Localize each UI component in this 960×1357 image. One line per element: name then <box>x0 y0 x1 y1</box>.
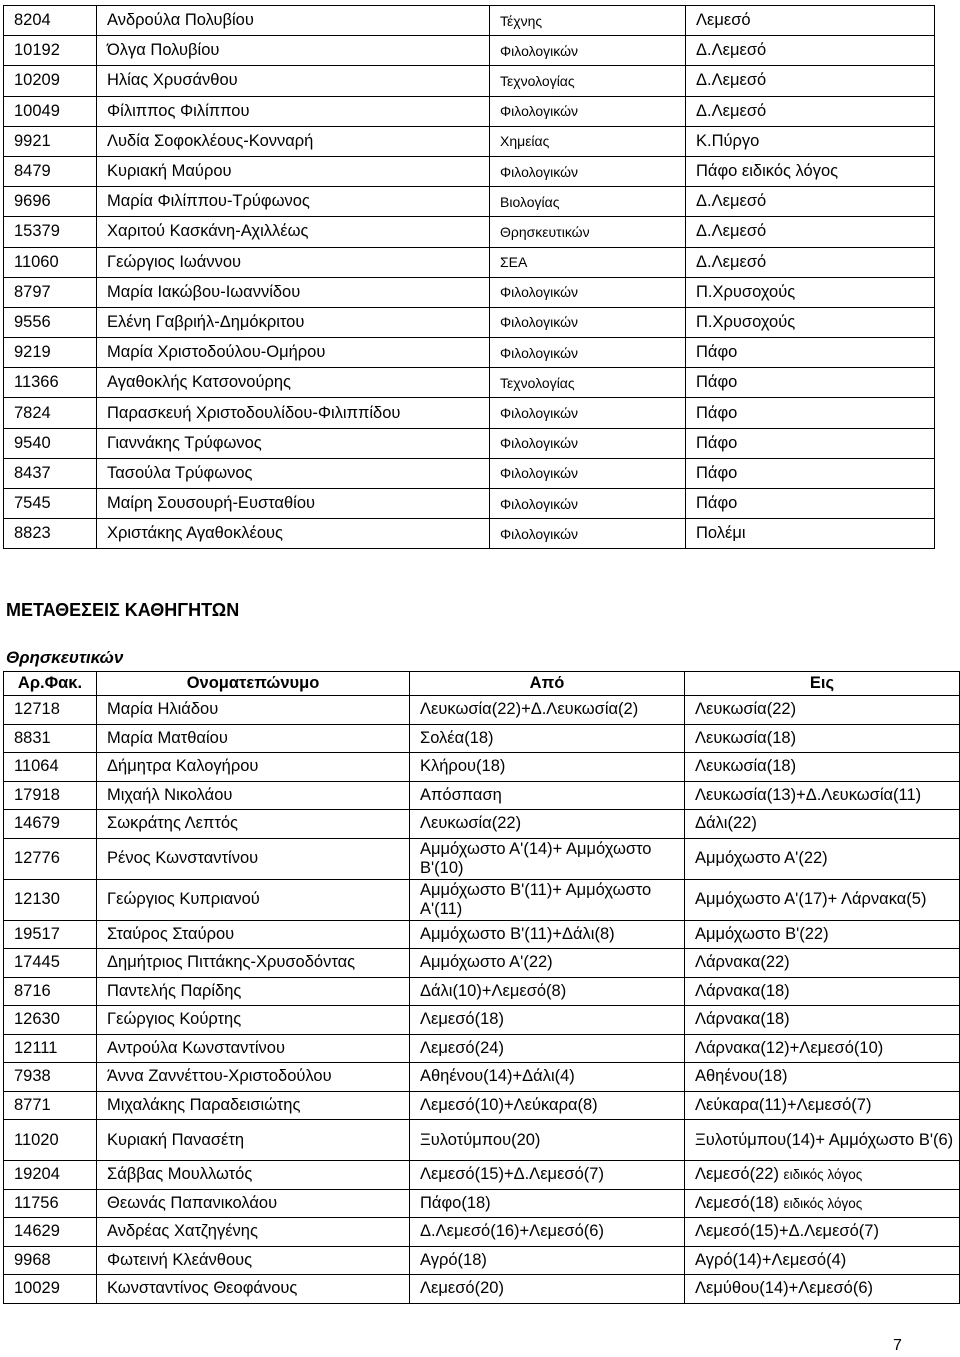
location-cell: Δ.Λεμεσό <box>686 36 935 66</box>
file-number-cell: 11366 <box>4 368 97 398</box>
to-cell <box>685 1189 960 1218</box>
location-cell: Πάφο <box>686 398 935 428</box>
from-cell: Δ.Λεμεσό(16)+Λεμεσό(6) <box>410 1218 685 1247</box>
file-number-cell: 8797 <box>4 277 97 307</box>
from-cell: Λεμεσό(10)+Λεύκαρα(8) <box>410 1091 685 1120</box>
table-row <box>4 696 960 725</box>
to-cell: Αγρό(14)+Λεμεσό(4) <box>685 1246 960 1275</box>
department-cell: Χημείας <box>490 126 686 156</box>
header-full-name: Ονοματεπώνυμο <box>97 672 410 696</box>
from-cell: Δάλι(10)+Λεμεσό(8) <box>410 977 685 1006</box>
department-cell: Φιλολογικών <box>490 156 686 186</box>
table-row <box>4 724 960 753</box>
name-cell: Άννα Ζαννέττου-Χριστοδούλου <box>97 1063 410 1092</box>
section-heading: ΜΕΤΑΘΕΣΕΙΣ ΚΑΘΗΓΗΤΩΝ <box>6 600 240 620</box>
department-cell: ΣΕΑ <box>490 247 686 277</box>
table-row <box>4 338 935 368</box>
name-cell: Σωκράτης Λεπτός <box>97 810 410 839</box>
name-cell: Ηλίας Χρυσάνθου <box>97 66 490 96</box>
from-cell: Αθηένου(14)+Δάλι(4) <box>410 1063 685 1092</box>
to-cell: Λάρνακα(18) <box>685 977 960 1006</box>
name-cell: Χριστάκης Αγαθοκλέους <box>97 519 490 549</box>
to-cell: Λάρνακα(12)+Λεμεσό(10) <box>685 1034 960 1063</box>
department-cell: Φιλολογικών <box>490 96 686 126</box>
from-cell: Αμμόχωστο Β'(11)+ Αμμόχωστο Α'(11) <box>410 879 685 920</box>
from-cell: Λεμεσό(18) <box>410 1006 685 1035</box>
table-row <box>4 187 935 217</box>
from-cell: Λεμεσό(20) <box>410 1275 685 1304</box>
page-number: 7 <box>893 1337 902 1354</box>
table-row <box>4 247 935 277</box>
previous-placements-body <box>4 6 935 549</box>
name-cell: Παντελής Παρίδης <box>97 977 410 1006</box>
to-value: Λεμεσό(22) <box>695 1165 779 1184</box>
from-cell: Κλήρου(18) <box>410 753 685 782</box>
name-cell: Γεώργιος Κυπριανού <box>97 879 410 920</box>
table-row <box>4 126 935 156</box>
from-cell: Αμμόχωστο Β'(11)+Δάλι(8) <box>410 920 685 949</box>
department-cell: Βιολογίας <box>490 187 686 217</box>
file-number-cell: 10029 <box>4 1275 97 1304</box>
name-cell: Μιχαλάκης Παραδεισιώτης <box>97 1091 410 1120</box>
table-row <box>4 66 935 96</box>
table-row <box>4 1006 960 1035</box>
department-cell: Φιλολογικών <box>490 489 686 519</box>
department-cell: Φιλολογικών <box>490 519 686 549</box>
name-cell: Δήμητρα Καλογήρου <box>97 753 410 782</box>
name-cell: Αντρούλα Κωνσταντίνου <box>97 1034 410 1063</box>
from-cell: Πάφο(18) <box>410 1189 685 1218</box>
file-number-cell: 8716 <box>4 977 97 1006</box>
table-row <box>4 838 960 879</box>
from-cell: Αμμόχωστο Α'(14)+ Αμμόχωστο Β'(10) <box>410 838 685 879</box>
name-cell: Παρασκευή Χριστοδουλίδου-Φιλιππίδου <box>97 398 490 428</box>
file-number-cell: 9540 <box>4 428 97 458</box>
name-cell: Ανδρούλα Πολυβίου <box>97 6 490 36</box>
name-cell: Αγαθοκλής Κατσονούρης <box>97 368 490 398</box>
location-cell: Π.Χρυσοχούς <box>686 307 935 337</box>
file-number-cell: 9556 <box>4 307 97 337</box>
name-cell: Γιαννάκης Τρύφωνος <box>97 428 490 458</box>
to-cell: Λεμύθου(14)+Λεμεσό(6) <box>685 1275 960 1304</box>
name-cell: Γεώργιος Κούρτης <box>97 1006 410 1035</box>
header-from: Από <box>410 672 685 696</box>
header-row <box>4 672 960 696</box>
table-row <box>4 1063 960 1092</box>
table-row <box>4 398 935 428</box>
table-row <box>4 489 935 519</box>
file-number-cell: 8437 <box>4 458 97 488</box>
location-cell: Δ.Λεμεσό <box>686 247 935 277</box>
from-cell: Λευκωσία(22)+Δ.Λευκωσία(2) <box>410 696 685 725</box>
location-cell: Δ.Λεμεσό <box>686 187 935 217</box>
to-cell: Λευκωσία(18) <box>685 753 960 782</box>
table-row <box>4 1091 960 1120</box>
table-row <box>4 949 960 978</box>
name-cell: Μαρία Ηλιάδου <box>97 696 410 725</box>
subject-subheading: Θρησκευτικών <box>6 648 124 667</box>
file-number-cell: 11756 <box>4 1189 97 1218</box>
location-cell: Πάφο <box>686 368 935 398</box>
table-row <box>4 156 935 186</box>
from-cell: Αγρό(18) <box>410 1246 685 1275</box>
location-cell: Κ.Πύργο <box>686 126 935 156</box>
file-number-cell: 14679 <box>4 810 97 839</box>
previous-placements-table <box>3 5 935 549</box>
from-cell: Ξυλοτύμπου(20) <box>410 1120 685 1161</box>
transfers-table-header <box>4 672 960 696</box>
to-cell: Λάρνακα(18) <box>685 1006 960 1035</box>
file-number-cell: 7824 <box>4 398 97 428</box>
department-cell: Φιλολογικών <box>490 428 686 458</box>
department-cell: Θρησκευτικών <box>490 217 686 247</box>
file-number-cell: 19517 <box>4 920 97 949</box>
name-cell: Μιχαήλ Νικολάου <box>97 781 410 810</box>
table-row <box>4 753 960 782</box>
file-number-cell: 10209 <box>4 66 97 96</box>
file-number-cell: 11060 <box>4 247 97 277</box>
name-cell: Ρένος Κωνσταντίνου <box>97 838 410 879</box>
name-cell: Μαρία Ματθαίου <box>97 724 410 753</box>
location-cell: Δ.Λεμεσό <box>686 66 935 96</box>
name-cell: Φίλιππος Φιλίππου <box>97 96 490 126</box>
file-number-cell: 12776 <box>4 838 97 879</box>
table-row <box>4 1189 960 1218</box>
to-cell <box>685 1161 960 1190</box>
table-row <box>4 977 960 1006</box>
table-row <box>4 217 935 247</box>
name-cell: Κυριακή Πανασέτη <box>97 1120 410 1161</box>
from-cell: Λεμεσό(15)+Δ.Λεμεσό(7) <box>410 1161 685 1190</box>
department-cell: Τεχνολογίας <box>490 368 686 398</box>
location-cell: Πολέμι <box>686 519 935 549</box>
table-row <box>4 277 935 307</box>
table-row <box>4 1120 960 1161</box>
table-row <box>4 428 935 458</box>
to-cell: Δάλι(22) <box>685 810 960 839</box>
location-cell: Δ.Λεμεσό <box>686 217 935 247</box>
file-number-cell: 7545 <box>4 489 97 519</box>
location-cell: Πάφο <box>686 338 935 368</box>
special-reason-note: ειδικός λόγος <box>783 1167 863 1183</box>
location-cell: Πάφο <box>686 489 935 519</box>
file-number-cell: 9696 <box>4 187 97 217</box>
table-row <box>4 36 935 66</box>
table-row <box>4 1034 960 1063</box>
name-cell: Τασούλα Τρύφωνος <box>97 458 490 488</box>
header-file-number: Αρ.Φακ. <box>4 672 97 696</box>
department-cell: Φιλολογικών <box>490 277 686 307</box>
table-row <box>4 368 935 398</box>
name-cell: Σταύρος Σταύρου <box>97 920 410 949</box>
transfers-table <box>3 671 960 1304</box>
file-number-cell: 8479 <box>4 156 97 186</box>
to-cell: Λευκωσία(13)+Δ.Λευκωσία(11) <box>685 781 960 810</box>
name-cell: Λυδία Σοφοκλέους-Κονναρή <box>97 126 490 156</box>
file-number-cell: 12630 <box>4 1006 97 1035</box>
file-number-cell: 11020 <box>4 1120 97 1161</box>
table-row <box>4 6 935 36</box>
file-number-cell: 12111 <box>4 1034 97 1063</box>
from-cell: Λευκωσία(22) <box>410 810 685 839</box>
to-cell: Λευκωσία(22) <box>685 696 960 725</box>
table-row <box>4 1275 960 1304</box>
location-cell: Π.Χρυσοχούς <box>686 277 935 307</box>
table-row <box>4 458 935 488</box>
file-number-cell: 12130 <box>4 879 97 920</box>
file-number-cell: 9921 <box>4 126 97 156</box>
table-row <box>4 96 935 126</box>
file-number-cell: 19204 <box>4 1161 97 1190</box>
department-cell: Φιλολογικών <box>490 458 686 488</box>
table-row <box>4 1161 960 1190</box>
file-number-cell: 17918 <box>4 781 97 810</box>
name-cell: Μαρία Χριστοδούλου-Ομήρου <box>97 338 490 368</box>
name-cell: Μαίρη Σουσουρή-Ευσταθίου <box>97 489 490 519</box>
from-cell: Αμμόχωστο Α'(22) <box>410 949 685 978</box>
file-number-cell: 10192 <box>4 36 97 66</box>
name-cell: Μαρία Φιλίππου-Τρύφωνος <box>97 187 490 217</box>
header-to: Εις <box>685 672 960 696</box>
to-cell: Αμμόχωστο Α'(17)+ Λάρνακα(5) <box>685 879 960 920</box>
file-number-cell: 9968 <box>4 1246 97 1275</box>
name-cell: Δημήτριος Πιττάκης-Χρυσοδόντας <box>97 949 410 978</box>
file-number-cell: 15379 <box>4 217 97 247</box>
file-number-cell: 9219 <box>4 338 97 368</box>
file-number-cell: 7938 <box>4 1063 97 1092</box>
location-cell: Πάφο <box>686 428 935 458</box>
name-cell: Ελένη Γαβριήλ-Δημόκριτου <box>97 307 490 337</box>
file-number-cell: 11064 <box>4 753 97 782</box>
transfers-table-body <box>4 696 960 1304</box>
table-row <box>4 920 960 949</box>
file-number-cell: 10049 <box>4 96 97 126</box>
to-cell: Αμμόχωστο Α'(22) <box>685 838 960 879</box>
table-row <box>4 1218 960 1247</box>
to-cell: Ξυλοτύμπου(14)+ Αμμόχωστο Β'(6) <box>685 1120 960 1161</box>
department-cell: Φιλολογικών <box>490 398 686 428</box>
file-number-cell: 8823 <box>4 519 97 549</box>
table-row <box>4 781 960 810</box>
name-cell: Γεώργιος Ιωάννου <box>97 247 490 277</box>
from-cell: Απόσπαση <box>410 781 685 810</box>
name-cell: Φωτεινή Κλεάνθους <box>97 1246 410 1275</box>
department-cell: Φιλολογικών <box>490 36 686 66</box>
name-cell: Όλγα Πολυβίου <box>97 36 490 66</box>
from-cell: Σολέα(18) <box>410 724 685 753</box>
name-cell: Κωνσταντίνος Θεοφάνους <box>97 1275 410 1304</box>
location-cell: Πάφο <box>686 458 935 488</box>
table-row <box>4 879 960 920</box>
to-cell: Αμμόχωστο Β'(22) <box>685 920 960 949</box>
name-cell: Μαρία Ιακώβου-Ιωαννίδου <box>97 277 490 307</box>
to-cell: Λεύκαρα(11)+Λεμεσό(7) <box>685 1091 960 1120</box>
to-cell: Λάρνακα(22) <box>685 949 960 978</box>
department-cell: Φιλολογικών <box>490 307 686 337</box>
name-cell: Σάββας Μουλλωτός <box>97 1161 410 1190</box>
name-cell: Κυριακή Μαύρου <box>97 156 490 186</box>
file-number-cell: 8204 <box>4 6 97 36</box>
location-cell: Δ.Λεμεσό <box>686 96 935 126</box>
file-number-cell: 8771 <box>4 1091 97 1120</box>
table-row <box>4 810 960 839</box>
department-cell: Φιλολογικών <box>490 338 686 368</box>
file-number-cell: 8831 <box>4 724 97 753</box>
file-number-cell: 17445 <box>4 949 97 978</box>
special-reason-note: ειδικός λόγος <box>783 1195 863 1211</box>
table-row <box>4 307 935 337</box>
location-cell: Λεμεσό <box>686 6 935 36</box>
file-number-cell: 14629 <box>4 1218 97 1247</box>
department-cell: Τέχνης <box>490 6 686 36</box>
name-cell: Θεωνάς Παπανικολάου <box>97 1189 410 1218</box>
from-cell: Λεμεσό(24) <box>410 1034 685 1063</box>
location-cell: Πάφο ειδικός λόγος <box>686 156 935 186</box>
table-row <box>4 519 935 549</box>
department-cell: Τεχνολογίας <box>490 66 686 96</box>
to-cell: Αθηένου(18) <box>685 1063 960 1092</box>
to-value: Λεμεσό(18) <box>695 1193 779 1212</box>
to-cell: Λευκωσία(18) <box>685 724 960 753</box>
file-number-cell: 12718 <box>4 696 97 725</box>
table-row <box>4 1246 960 1275</box>
to-cell: Λεμεσό(15)+Δ.Λεμεσό(7) <box>685 1218 960 1247</box>
name-cell: Ανδρέας Χατζηγένης <box>97 1218 410 1247</box>
name-cell: Χαριτού Κασκάνη-Αχιλλέως <box>97 217 490 247</box>
